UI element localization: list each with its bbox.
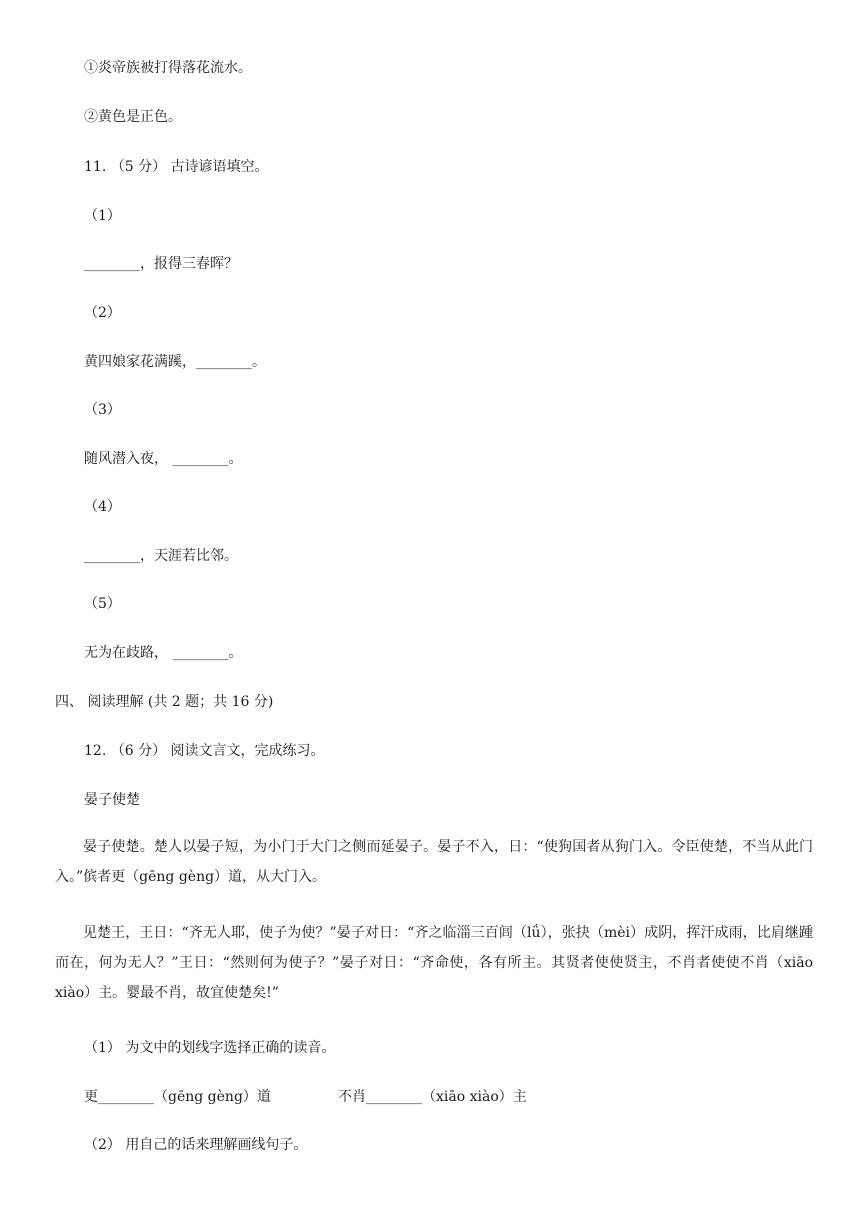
question-11-sub-4-number: （4） [84, 499, 121, 515]
question-11-sub-1-number: （1） [84, 208, 121, 224]
question-11-sub-2-text: 黄四娘家花满蹊，________。 [84, 354, 266, 370]
question-12-sub-1: （1） 为文中的划线字选择正确的读音。 [84, 1040, 336, 1056]
question-11-sub-5-text: 无为在歧路， ________。 [84, 645, 243, 661]
passage-paragraph-1: 晏子使楚。楚人以晏子短，为小门于大门之侧而延晏子。晏子不入，日：“使狗国者从狗门入。令臣使楚，不当从此门入。”傧者更（gēng gèng）道，从大门入。 [55, 839, 813, 885]
question-11-sub-3-text: 随风潜入夜， ________。 [84, 451, 243, 467]
statement-1: ①炎帝族被打得落花流水。 [84, 60, 252, 76]
statement-2: ②黄色是正色。 [84, 109, 182, 125]
passage-title: 晏子使楚 [84, 792, 140, 808]
question-11-sub-3-number: （3） [84, 402, 121, 418]
question-11-title: 11. （5 分） 古诗谚语填空。 [84, 159, 269, 175]
section-heading: 四、 阅读理解 (共 2 题；共 16 分) [55, 694, 274, 710]
question-11-sub-1-text: ________，报得三春晖？ [84, 256, 238, 272]
question-12-title: 12. （6 分） 阅读文言文，完成练习。 [84, 743, 325, 759]
question-12-sub-1-answer-a: 更________（gēng gèng）道 [84, 1089, 271, 1105]
question-11-sub-5-number: （5） [84, 596, 121, 612]
question-11-sub-4-text: ________，天涯若比邻。 [84, 548, 238, 564]
question-12-sub-1-answer-b: 不肖________（xiāo xiào）主 [338, 1089, 527, 1105]
passage-paragraph-2: 见楚王，王日：“齐无人耶，使子为使？”晏子对日：“齐之临淄三百闾（lǘ），张抉（mèi）成阴，挥汗成雨，比肩继踵而在，何为无人？”王日：“然则何为使子？”晏子对日：“齐命使，各有所主。其贤者使使贤主，不肖者使使不肖（xiāo xiào）主。婴最不肖，故宜使楚矣!” [55, 925, 813, 1001]
question-12-sub-2: （2） 用自己的话来理解画线句子。 [84, 1137, 308, 1153]
question-11-sub-2-number: （2） [84, 305, 121, 321]
